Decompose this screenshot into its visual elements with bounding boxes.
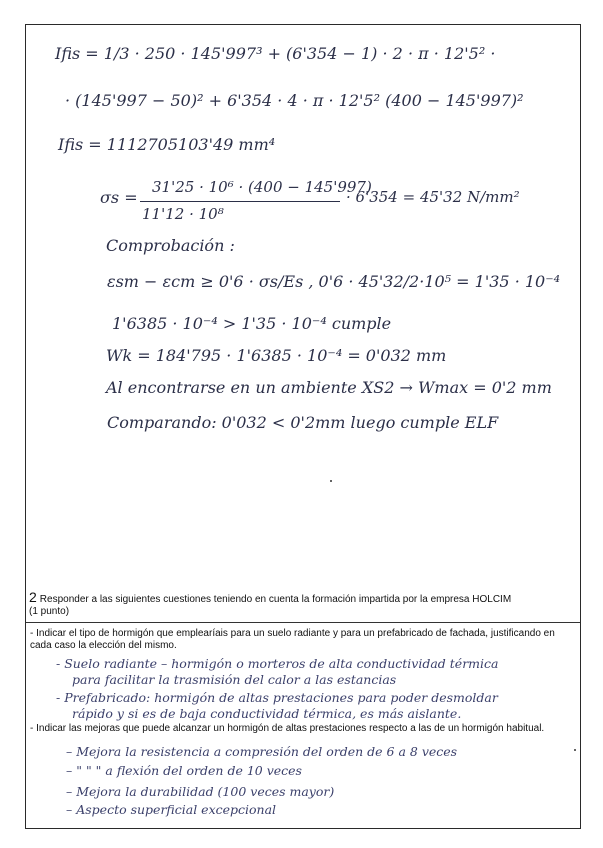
margin-dot <box>574 749 576 751</box>
cumple-line: 1'6385 · 10⁻⁴ > 1'35 · 10⁻⁴ cumple <box>112 314 392 333</box>
sigma-denominator: 11'12 · 10⁸ <box>142 205 224 223</box>
answer-1-line-1: - Suelo radiante – hormigón o morteros de alta conductividad térmica <box>56 656 499 671</box>
answer-2-line-1: – Mejora la resistencia a compresión del orden de 6 a 8 veces <box>66 744 458 759</box>
sigma-label: σs = <box>100 188 138 207</box>
ifis-result: Ifis = 1112705103'49 mm⁴ <box>58 135 276 154</box>
strain-check-line: εsm − εcm ≥ 0'6 · σs/Es , 0'6 · 45'32/2·10⁵ = 1'35 · 10⁻⁴ <box>107 272 561 291</box>
question-title <box>29 591 574 618</box>
sigma-numerator: 31'25 · 10⁶ · (400 − 145'997) <box>152 178 372 196</box>
comprobacion-heading: Comprobación : <box>106 236 235 255</box>
question-prompt-2: - Indicar las mejoras que puede alcanzar un hormigón de altas prestaciones respecto a las de un hormigón habitual. <box>30 723 545 734</box>
comparison-line: Comparando: 0'032 < 0'2mm luego cumple ELF <box>107 413 499 432</box>
question-points: (1 punto) <box>29 606 70 617</box>
question-prompt-1: - Indicar el tipo de hormigón que emplearíais para un suelo radiante y para un prefabricado de fachada, justificando en cada caso la elección del mismo. <box>30 628 555 651</box>
stray-dot <box>330 480 332 482</box>
question-title-text: Responder a las siguientes cuestiones teniendo en cuenta la formación impartida por la empresa HOLCIM <box>39 594 512 605</box>
fraction-bar <box>140 201 340 202</box>
divider <box>26 622 580 623</box>
question-number: 2 <box>29 589 37 605</box>
answer-1-line-3: - Prefabricado: hormigón de altas prestaciones para poder desmoldar <box>56 690 498 705</box>
answer-2-line-2: – " " " a flexión del orden de 10 veces <box>66 763 302 778</box>
sigma-result: · 6'354 = 45'32 N/mm² <box>346 188 520 206</box>
ifis-formula-line-2: · (145'997 − 50)² + 6'354 · 4 · π · 12'5² (400 − 145'997)² <box>65 91 524 110</box>
environment-line: Al encontrarse en un ambiente XS2 → Wmax = 0'2 mm <box>106 378 552 397</box>
answer-1-line-2: para facilitar la trasmisión del calor a las estancias <box>72 672 397 687</box>
ifis-formula-line-1: Ifis = 1/3 · 250 · 145'997³ + (6'354 − 1) · 2 · π · 12'5² · <box>55 44 496 63</box>
answer-1-line-4: rápido y si es de baja conductividad térmica, es más aislante. <box>72 706 462 721</box>
answer-2-line-4: – Aspecto superficial excepcional <box>66 802 277 817</box>
answer-2-line-3: – Mejora la durabilidad (100 veces mayor) <box>66 784 335 799</box>
crack-width-line: Wk = 184'795 · 1'6385 · 10⁻⁴ = 0'032 mm <box>106 346 447 365</box>
